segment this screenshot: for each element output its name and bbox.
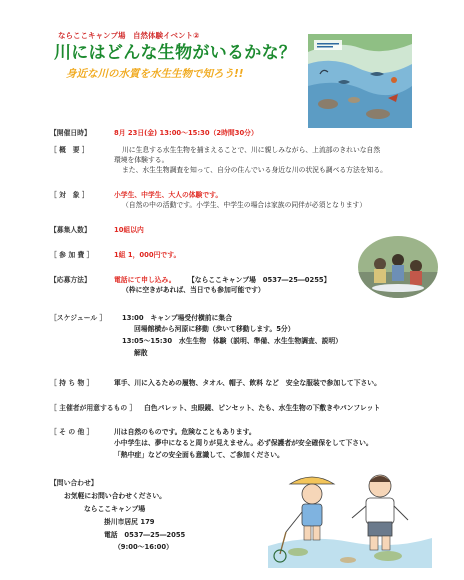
contact-line-4: 電話 0537―25―2055 [104, 531, 186, 539]
capacity-value: 10組以内 [114, 226, 144, 234]
contact-line-3: 掛川市居尻 179 [104, 518, 155, 526]
target-line-2: （自然の中の活動です。小学生、中学生の場合は家族の同伴が必須となります） [122, 201, 367, 209]
overview-line-1: 川に生息する水生生物を捕まえることで、川に親しみながら、上流部のきれいな自然 [122, 146, 381, 154]
date-value: 8月 23日(金) 13:00～15:30（2時間30分） [114, 129, 258, 137]
contact-line-2: ならここキャンプ場 [84, 505, 146, 513]
children-in-river-illustration [268, 456, 432, 568]
bring-label: ［ 持 ち 物 ］ [50, 379, 94, 387]
schedule-line-2: 回場館横から河原に移動（歩いて移動します。5分） [134, 325, 295, 333]
overview-line-2: 環境を体験する。 [114, 156, 169, 164]
target-line-1: 小学生、中学生、大人の体験です。 [114, 191, 223, 199]
other-line-3: 「熱中症」などの安全面も意識して、ご参加ください。 [114, 451, 284, 459]
schedule-line-1: 13:00 キャンプ場受付横前に集合 [122, 314, 232, 322]
capacity-label: 【募集人数】 [50, 226, 91, 234]
apply-method: 電話にて申し込み。 [114, 276, 176, 284]
bring-value: 軍手、川に入るための履物、タオル、帽子、飲料 など 安全な服装で参加して下さい。 [114, 379, 381, 387]
date-label: 【開催日時】 [50, 129, 91, 137]
river-creatures-illustration [308, 34, 412, 128]
schedule-line-4: 解散 [134, 349, 148, 357]
schedule-label: ［スケジュール ］ [50, 314, 107, 322]
apply-note: （枠に空きがあれば、当日でも参加可能です） [122, 286, 265, 294]
overview-label: ［ 概 要 ］ [50, 146, 89, 154]
apply-phone: 【ならここキャンプ場 0537―25―0255】 [188, 276, 331, 284]
schedule-line-3: 13:05～15:30 水生生物 体験（説明、準備、水生生物調査、説明） [122, 337, 342, 345]
fee-label: ［ 参 加 費 ］ [50, 251, 94, 259]
other-label: ［ そ の 他 ］ [50, 428, 94, 436]
contact-line-1: お気軽にお問い合わせください。 [64, 492, 166, 500]
target-label: ［ 対 象 ］ [50, 191, 89, 199]
apply-label: 【応募方法】 [50, 276, 91, 284]
provided-value: 白色パレット、虫眼鏡、ピンセット、たも、水生生物の下敷きやパンフレット [144, 404, 381, 412]
fee-value: 1組 1，000円です。 [114, 251, 181, 259]
event-title: 川にはどんな生物がいるかな？ [54, 43, 297, 63]
children-catching-creatures-photo [358, 236, 438, 298]
event-subtitle: 身近な川の水質を水生生物で知ろう!! [66, 68, 244, 80]
contact-label: 【問い合わせ】 [50, 479, 98, 487]
contact-line-5: （9:00～16:00） [114, 543, 173, 551]
overview-line-3: また、水生生物調査を知って、自分の住んでいる身近な川の状況も調べる方法を知る。 [122, 166, 387, 174]
provided-label: ［ 主催者が用意するもの ］ [50, 404, 137, 412]
other-line-1: 川は自然のものです。危険なこともあります。 [114, 428, 256, 436]
other-line-2: 小中学生は、夢中になると周りが見えません。必ず保護者が安全確保をして下さい。 [114, 439, 373, 447]
event-series-label: ならここキャンプ場 自然体験イベント② [58, 31, 200, 40]
